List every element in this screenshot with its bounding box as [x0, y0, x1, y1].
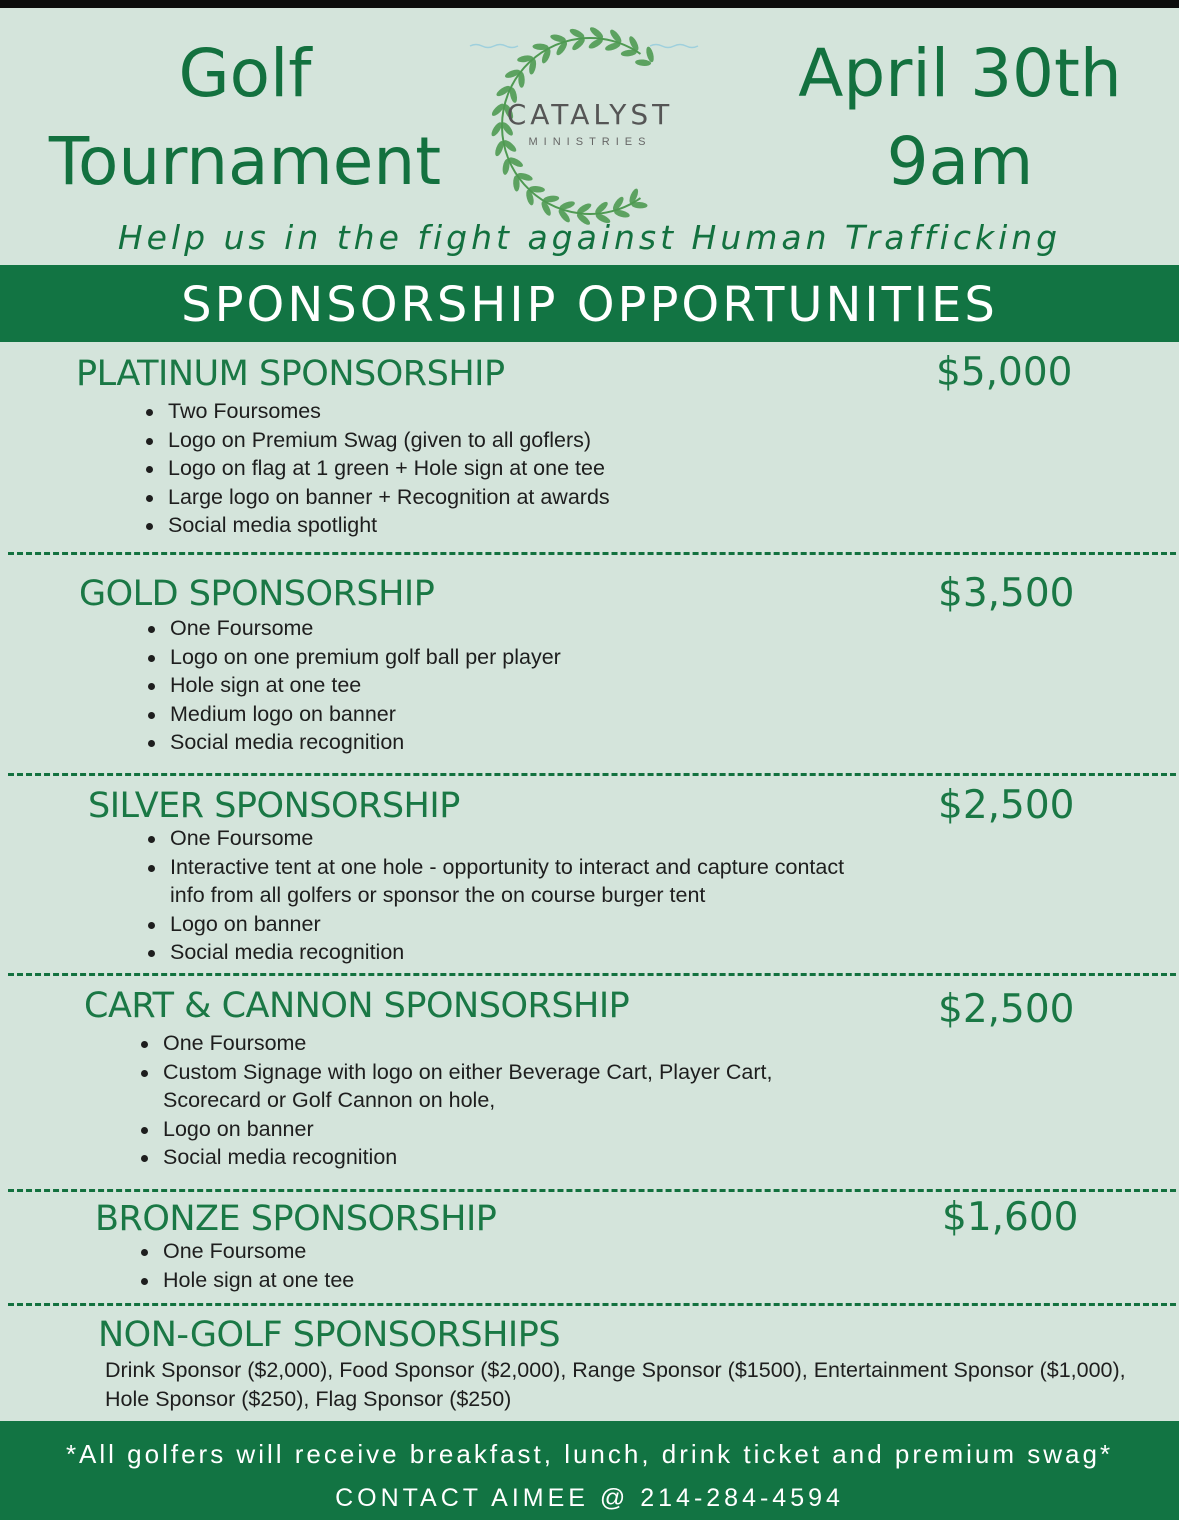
footer-note: *All golfers will receive breakfast, lunch, drink ticket and premium swag* — [65, 1439, 1114, 1469]
list-item: Social media spotlight — [146, 511, 610, 540]
catalyst-logo — [450, 16, 730, 231]
list-item: One Foursome — [141, 1237, 354, 1266]
list-item: Logo on banner — [148, 910, 844, 939]
event-date: April 30th — [798, 35, 1122, 112]
logo-name: CATALYST — [506, 98, 674, 131]
section-divider — [8, 773, 1176, 776]
list-item: Scorecard or Golf Cannon on hole, — [163, 1088, 496, 1113]
benefit-list — [148, 614, 561, 757]
list-item: Custom Signage with logo on either Beverage Cart, Player Cart, — [141, 1058, 772, 1087]
sponsorship-banner: SPONSORSHIP OPPORTUNITIES — [0, 265, 1179, 342]
list-item: Social media recognition — [141, 1143, 772, 1172]
tier-name: SILVER SPONSORSHIP — [88, 786, 460, 826]
section-divider — [8, 1303, 1176, 1306]
list-item: One Foursome — [148, 824, 844, 853]
wreath-leaf — [635, 59, 651, 67]
list-item: Hole sign at one tee — [141, 1266, 354, 1295]
list-item: Social media recognition — [148, 728, 561, 757]
list-item: Social media recognition — [148, 938, 844, 967]
section-divider — [8, 552, 1176, 555]
header — [0, 8, 1179, 265]
tagline: Help us in the fight against Human Trafficking — [117, 218, 1062, 257]
tier-name: BRONZE SPONSORSHIP — [95, 1199, 497, 1239]
benefit-list — [146, 397, 610, 540]
tier-price: $1,600 — [942, 1195, 1079, 1240]
event-title-line1: Golf — [178, 35, 312, 112]
footer — [0, 1421, 1179, 1520]
benefit-list — [141, 1029, 772, 1172]
top-edge-bar — [0, 0, 1179, 8]
section-divider — [8, 1189, 1176, 1192]
non-golf-list: Drink Sponsor ($2,000), Food Sponsor ($2,000), Range Sponsor ($1500), Entertainment Sponsor ($1,000), Hole Sponsor ($250), Flag Sponsor ($250) — [105, 1358, 1126, 1411]
tier-name: PLATINUM SPONSORSHIP — [76, 354, 505, 394]
list-item: Large logo on banner + Recognition at awards — [146, 483, 610, 512]
event-datetime — [770, 30, 1150, 206]
wreath-leaf — [518, 72, 525, 88]
list-item: Logo on Premium Swag (given to all goflers) — [146, 426, 610, 455]
tier-name: CART & CANNON SPONSORSHIP — [84, 986, 630, 1026]
tier-price: $2,500 — [938, 783, 1075, 828]
list-item: Logo on flag at 1 green + Hole sign at one tee — [146, 454, 610, 483]
list-item: Hole sign at one tee — [148, 671, 561, 700]
contact-line: CONTACT AIMEE @ 214-284-4594 — [335, 1484, 844, 1512]
event-title — [40, 30, 450, 206]
list-item: Medium logo on banner — [148, 700, 561, 729]
list-item: Two Foursomes — [146, 397, 610, 426]
list-item: Interactive tent at one hole - opportunity to interact and capture contact — [148, 853, 844, 882]
tier-price: $5,000 — [936, 350, 1073, 395]
tier-price: $3,500 — [938, 571, 1075, 616]
list-item: Logo on banner — [141, 1115, 772, 1144]
tier-price: $2,500 — [938, 987, 1075, 1032]
section-divider — [8, 973, 1176, 976]
non-golf-title: NON-GOLF SPONSORSHIPS — [98, 1315, 561, 1355]
list-item: One Foursome — [141, 1029, 772, 1058]
benefit-list — [141, 1237, 354, 1294]
list-item: Logo on one premium golf ball per player — [148, 643, 561, 672]
event-time: 9am — [886, 123, 1034, 200]
event-title-line2: Tournament — [48, 123, 442, 200]
list-item: info from all golfers or sponsor the on course burger tent — [170, 883, 706, 908]
list-item: One Foursome — [148, 614, 561, 643]
logo-subtitle: MINISTRIES — [528, 136, 652, 148]
benefit-list — [148, 824, 844, 967]
tier-name: GOLD SPONSORSHIP — [79, 574, 435, 614]
